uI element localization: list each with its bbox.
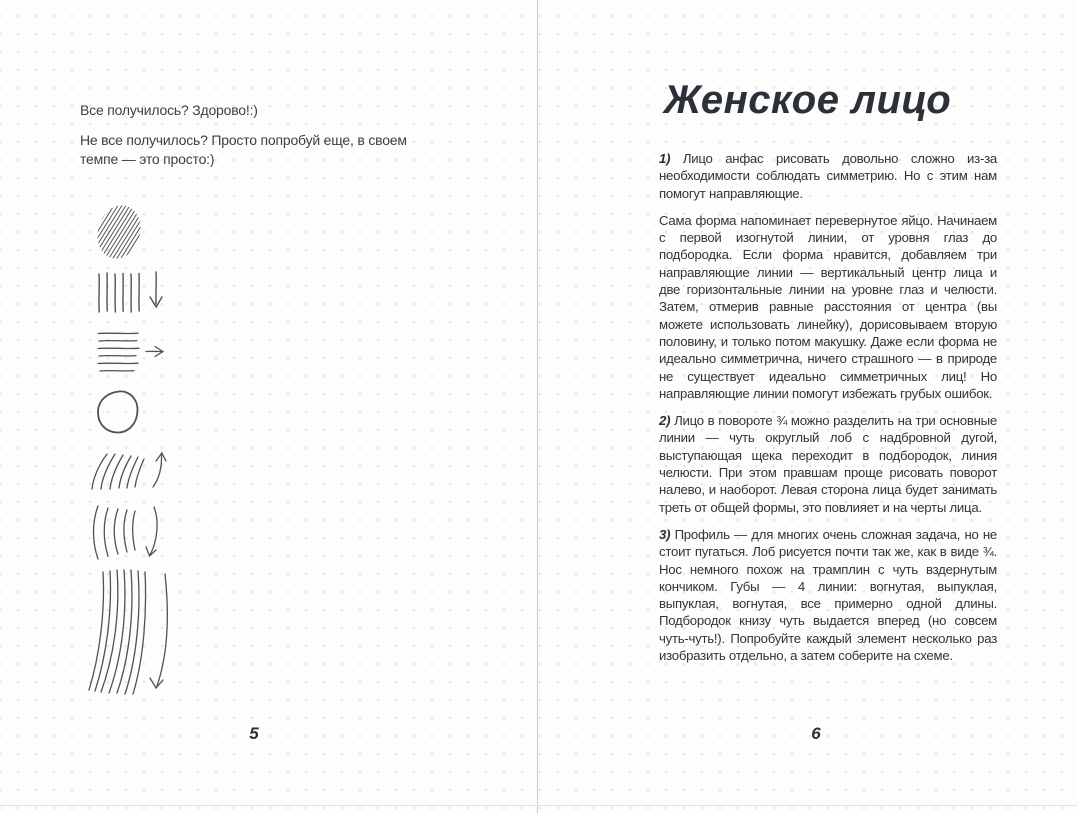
- intro-text-2: Не все получилось? Просто попробуй еще, в своем темпе — это просто:): [80, 132, 407, 167]
- page-bottom-edge: [0, 805, 1077, 806]
- paragraph-2: [659, 212, 997, 402]
- paragraph-3-text: Лицо в повороте ¾ можно разделить на три основные линии — чуть округлый лоб с надбровной дугой, выступающая щека переходит в подбородок, линия челюсти. При этом правшам проще рисовать поворот налево, и наоборот. Левая сторона лица будет занимать треть от общей формы, это повлияет и на черты лица.: [659, 413, 997, 515]
- exercise-curved-strokes-down: [88, 504, 168, 562]
- paragraph-3-marker: 2): [659, 413, 671, 429]
- exercise-circle: [94, 388, 142, 436]
- paragraph-1-marker: 1): [659, 151, 671, 166]
- paragraph-4: [659, 526, 997, 664]
- curved-up-arrow-icon: [153, 453, 166, 487]
- right-page: [538, 0, 1077, 813]
- exercise-horizontal-strokes: [96, 330, 166, 374]
- page-number-right: 6: [811, 724, 821, 743]
- page-number-left: 5: [249, 724, 259, 743]
- exercise-curved-strokes-up: [90, 446, 170, 491]
- exercise-vertical-strokes: [95, 271, 167, 315]
- long-down-arrow-icon: [150, 574, 167, 688]
- paragraph-1: [659, 150, 997, 202]
- paragraph-3: [659, 412, 997, 516]
- right-arrow-icon: [146, 347, 163, 357]
- paragraph-4-text: Профиль — для многих очень сложная задача, но не стоит пугаться. Лоб рисуется почти так же, как в виде ¾. Нос немного похож на трамплин с чуть вздернутым кончиком. Губы — 4 линии: вогнутая, выпуклая, выпуклая, вогнутая, все примерно одной длины. Подбородок книзу чуть выдается вперед (но совсем чуть-чуть!). Попробуйте каждый элемент несколько раз изобразить отдельно, а затем соберите на схеме.: [659, 526, 997, 664]
- body-text-column: [659, 150, 997, 674]
- down-arrow-icon: [150, 272, 162, 307]
- paragraph-1-text: Лицо анфас рисовать довольно сложно из-за необходимости соблюдать симметрию. Но с этим нам помогут направляющие.: [659, 151, 997, 201]
- curved-down-arrow-icon: [146, 507, 157, 556]
- left-page: [0, 0, 537, 813]
- chapter-title: Женское лицо: [663, 78, 952, 122]
- exercise-long-wavy-strokes: [87, 566, 179, 698]
- exercise-diagonal-hatching: [96, 203, 142, 261]
- paragraph-2-text: Сама форма напоминает перевернутое яйцо. Начинаем с первой изогнутой линии, от уровня глаз до подбородка. Если форма нравится, добавляем три направляющие линии — вертикальный центр лица и две горизонтальные линии на уровне глаз и челюсти. Затем, отмерив равные расстояния от центра (вы можете использовать линейку), дорисовываем вторую половину, и только потом макушку. Даже если форма не идеально симметрична, ничего страшного — в природе не существует идеально симметричных лиц! Но направляющие линии помогут избежать грубых ошибок.: [659, 212, 997, 401]
- intro-text-1: Все получилось? Здорово!:): [80, 102, 258, 118]
- paragraph-4-marker: 3): [659, 526, 671, 542]
